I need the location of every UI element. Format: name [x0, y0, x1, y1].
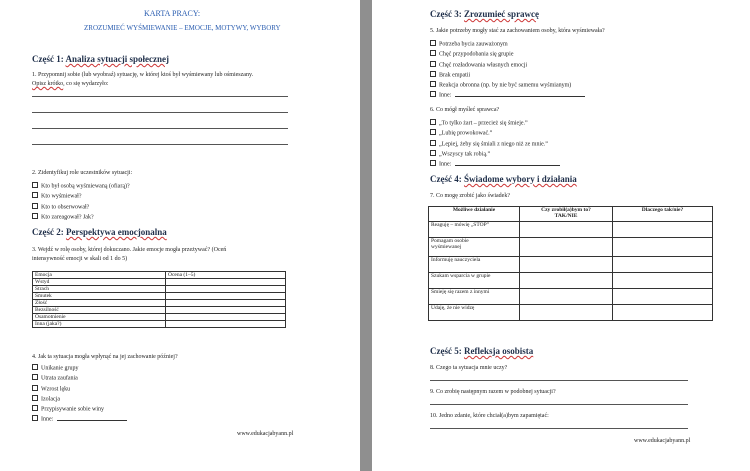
emotions-table	[32, 271, 286, 328]
answer-cell[interactable]	[613, 289, 713, 305]
table-row	[429, 238, 713, 257]
question-10-text: 10. Jedno zdanie, które chciał(a)bym zapamiętać:	[430, 413, 549, 419]
option-label: Reakcja obronna (np. by nie być samemu wyśmianym)	[439, 82, 572, 89]
question-7-text: 7. Co mogę zrobić jako świadek?	[430, 193, 510, 199]
checkbox-icon[interactable]	[32, 192, 38, 198]
answer-cell[interactable]	[520, 257, 613, 273]
emotion-cell: Złość	[33, 300, 166, 307]
footer-url: www.edukacjabyann.pl	[634, 438, 691, 444]
rating-cell[interactable]	[166, 321, 286, 328]
answer-blank[interactable]	[455, 165, 560, 166]
checkbox-option[interactable]	[430, 50, 585, 60]
checkbox-option[interactable]	[430, 61, 585, 71]
answer-line[interactable]	[32, 112, 288, 113]
question-3-subtext: intensywność emocji w skali od 1 do 5)	[32, 256, 128, 262]
option-label: Inne:	[41, 416, 55, 423]
checkbox-option[interactable]	[32, 182, 130, 192]
actions-table	[428, 206, 713, 321]
checkbox-option[interactable]	[32, 415, 127, 425]
table-row	[33, 286, 286, 293]
header-line: TAK/NIE	[554, 213, 578, 219]
checkbox-icon[interactable]	[32, 182, 38, 188]
table-header-cell: Emocja	[33, 272, 166, 279]
option-label: Kto był osobą wyśmiewaną (ofiarą)?	[41, 183, 130, 190]
table-row	[429, 305, 713, 321]
checkbox-icon[interactable]	[32, 385, 38, 391]
answer-cell[interactable]	[520, 289, 613, 305]
rating-cell[interactable]	[166, 314, 286, 321]
action-line: wyśmiewanej	[431, 244, 462, 250]
answer-line[interactable]	[430, 428, 688, 429]
answer-line[interactable]	[32, 144, 288, 145]
question-1-instruction-rest: , co się wydarzyło:	[63, 81, 109, 87]
section-2-prefix: Część 2:	[32, 227, 66, 237]
worksheet-title-line2: ZROZUMIEĆ WYŚMIEWANIE – EMOCJE, MOTYWY, WYBORY	[84, 24, 281, 32]
section-4-prefix: Część 4:	[430, 174, 464, 184]
emotion-cell: Wstyd	[33, 279, 166, 286]
needs-checklist	[430, 40, 585, 102]
option-label: Przypisywanie sobie winy	[41, 406, 104, 413]
section-1-heading	[32, 54, 169, 64]
question-6-text: 6. Co mógł myśleć sprawca?	[430, 107, 500, 113]
option-label: Chęć rozładowania własnych emocji	[439, 62, 528, 69]
checkbox-option[interactable]	[32, 364, 127, 374]
section-3-prefix: Część 3:	[430, 9, 464, 19]
action-cell: Informuję nauczyciela	[429, 257, 520, 273]
checkbox-icon[interactable]	[32, 213, 38, 219]
checkbox-option[interactable]	[32, 385, 127, 395]
rating-cell[interactable]	[166, 286, 286, 293]
checkbox-option[interactable]	[430, 71, 585, 81]
table-header-cell: Możliwe działanie	[429, 207, 520, 222]
roles-checklist	[32, 182, 130, 223]
checkbox-icon[interactable]	[430, 150, 436, 156]
option-label: „Wszyscy tak robią.”	[439, 151, 491, 158]
section-4-heading	[430, 174, 577, 184]
section-3-title: Zrozumieć sprawcę	[463, 9, 540, 19]
option-label: „To tylko żart – przecież się śmieje.”	[439, 120, 528, 127]
answer-cell[interactable]	[613, 273, 713, 289]
emotion-cell: Osamotnienie	[33, 314, 166, 321]
table-row	[33, 321, 286, 328]
table-header-cell	[520, 207, 613, 222]
question-3-text: 3. Wejdź w rolę osoby, której dokuczano. Jakie emocje mogła przeżywać? (Oceń	[32, 247, 227, 253]
question-1-subtext	[32, 80, 109, 88]
table-row	[33, 314, 286, 321]
table-row	[429, 273, 713, 289]
question-1-text: 1. Przypomnij sobie (lub wyobraź) sytuację, w której ktoś był wyśmiewany lub ośmieszany.	[32, 72, 254, 78]
thoughts-checklist	[430, 119, 560, 170]
table-header-cell: Ocena (1–5)	[166, 272, 286, 279]
section-5-prefix: Część 5:	[430, 346, 464, 356]
checkbox-icon[interactable]	[32, 395, 38, 401]
table-row	[33, 300, 286, 307]
checkbox-option[interactable]	[430, 40, 585, 50]
question-2-text: 2. Zidentyfikuj role uczestników sytuacji:	[32, 170, 133, 176]
answer-blank[interactable]	[455, 96, 585, 97]
table-row	[429, 289, 713, 305]
section-1-prefix: Część 1:	[32, 54, 66, 64]
checkbox-icon[interactable]	[32, 203, 38, 209]
action-line: Pomagam osobie	[431, 238, 469, 244]
option-label: Kto to obserwował?	[41, 204, 90, 211]
option-label: Inne:	[439, 92, 453, 99]
checkbox-option[interactable]	[430, 91, 585, 101]
section-1-title: Analiza sytuacji społecznej	[65, 54, 169, 64]
checkbox-option[interactable]	[32, 203, 130, 213]
emotion-cell: Bezsilność	[33, 307, 166, 314]
answer-line[interactable]	[430, 380, 688, 381]
rating-cell[interactable]	[166, 300, 286, 307]
checkbox-option[interactable]	[32, 192, 130, 202]
table-row	[429, 222, 713, 238]
question-5-text: 5. Jakie potrzeby mogły stać za zachowaniem osoby, która wyśmiewała?	[430, 28, 605, 34]
rating-cell[interactable]	[166, 293, 286, 300]
checkbox-icon[interactable]	[32, 364, 38, 370]
table-header-row	[33, 272, 286, 279]
checkbox-icon[interactable]	[430, 50, 436, 56]
question-4-text: 4. Jak ta sytuacja mogła wpłynąć na jej zachowanie później?	[32, 354, 178, 360]
checkbox-option[interactable]	[430, 119, 560, 129]
table-header-row	[429, 207, 713, 222]
option-label: Inne:	[439, 161, 453, 168]
worksheet-title-line1: KARTA PRACY:	[144, 9, 201, 18]
checkbox-option[interactable]	[430, 81, 585, 91]
table-header-cell: Dlaczego tak/nie?	[613, 207, 713, 222]
option-label: Wzrost lęku	[41, 386, 71, 393]
checkbox-option[interactable]	[32, 213, 130, 223]
checkbox-option[interactable]	[32, 374, 127, 384]
checkbox-icon[interactable]	[32, 405, 38, 411]
checkbox-option[interactable]	[32, 395, 127, 405]
checkbox-icon[interactable]	[430, 81, 436, 87]
option-label: Izolacja	[41, 396, 60, 403]
option-label: Unikanie grupy	[41, 365, 79, 372]
option-label: Brak empatii	[439, 72, 471, 79]
option-label: Kto wyśmiewał?	[41, 193, 82, 200]
action-cell: Szukam wsparcia w grupie	[429, 273, 520, 289]
section-2-title: Perspektywa emocjonalna	[65, 227, 167, 237]
emotion-cell: Inna (jaka?)	[33, 321, 166, 328]
checkbox-icon[interactable]	[430, 40, 436, 46]
section-5-heading	[430, 346, 533, 356]
checkbox-icon[interactable]	[430, 61, 436, 67]
section-5-title: Refleksja osobista	[463, 346, 534, 356]
checkbox-icon[interactable]	[430, 140, 436, 146]
section-2-heading	[32, 227, 167, 237]
worksheet-page-1	[0, 0, 360, 471]
checkbox-icon[interactable]	[32, 415, 38, 421]
rating-cell[interactable]	[166, 307, 286, 314]
checkbox-icon[interactable]	[430, 129, 436, 135]
answer-cell[interactable]	[520, 238, 613, 257]
checkbox-option[interactable]	[430, 129, 560, 139]
worksheet-page-2	[372, 0, 750, 471]
answer-cell[interactable]	[613, 305, 713, 321]
action-cell: Udaję, że nie widzę	[429, 305, 520, 321]
checkbox-icon[interactable]	[430, 91, 436, 97]
checkbox-option[interactable]	[430, 140, 560, 150]
section-4-title: Świadome wybory i działania	[463, 174, 577, 184]
answer-line[interactable]	[430, 404, 688, 405]
option-label: Potrzeba bycia zauważonym	[439, 41, 508, 48]
answer-line[interactable]	[32, 128, 288, 129]
table-row	[33, 307, 286, 314]
answer-cell[interactable]	[613, 257, 713, 273]
action-cell	[429, 238, 520, 257]
answer-cell[interactable]	[613, 222, 713, 238]
question-8-text: 8. Czego ta sytuacja mnie uczy?	[430, 365, 508, 371]
question-1-instruction: Opisz krótko	[32, 81, 64, 87]
table-row	[33, 293, 286, 300]
option-label: „Lubię prowokować.”	[439, 130, 493, 137]
effects-checklist	[32, 364, 127, 426]
checkbox-option[interactable]	[430, 160, 560, 170]
checkbox-icon[interactable]	[430, 119, 436, 125]
answer-line[interactable]	[32, 96, 288, 97]
option-label: Utrata zaufania	[41, 375, 78, 382]
table-row	[33, 279, 286, 286]
action-cell: Reaguję – mówię „STOP”	[429, 222, 520, 238]
answer-blank[interactable]	[57, 420, 127, 421]
emotion-cell: Smutek	[33, 293, 166, 300]
checkbox-icon[interactable]	[430, 160, 436, 166]
checkbox-icon[interactable]	[430, 71, 436, 77]
option-label: Chęć przypodobania się grupie	[439, 51, 514, 58]
table-row	[429, 257, 713, 273]
answer-cell[interactable]	[520, 222, 613, 238]
header-line: Czy zrobił(a)bym to?	[541, 207, 591, 213]
section-3-heading	[430, 9, 539, 19]
answer-cell[interactable]	[613, 238, 713, 257]
checkbox-option[interactable]	[32, 405, 127, 415]
emotion-cell: Strach	[33, 286, 166, 293]
rating-cell[interactable]	[166, 279, 286, 286]
action-cell: Śmieję się razem z innymi	[429, 289, 520, 305]
option-label: Kto zareagował? Jak?	[41, 214, 94, 221]
footer-url: www.edukacjabyann.pl	[237, 431, 294, 437]
answer-cell[interactable]	[520, 273, 613, 289]
checkbox-option[interactable]	[430, 150, 560, 160]
option-label: „Lepiej, żeby się śmiali z niego niż ze mnie.”	[439, 141, 548, 148]
answer-cell[interactable]	[520, 305, 613, 321]
checkbox-icon[interactable]	[32, 374, 38, 380]
question-9-text: 9. Co zrobię następnym razem w podobnej sytuacji?	[430, 389, 556, 395]
